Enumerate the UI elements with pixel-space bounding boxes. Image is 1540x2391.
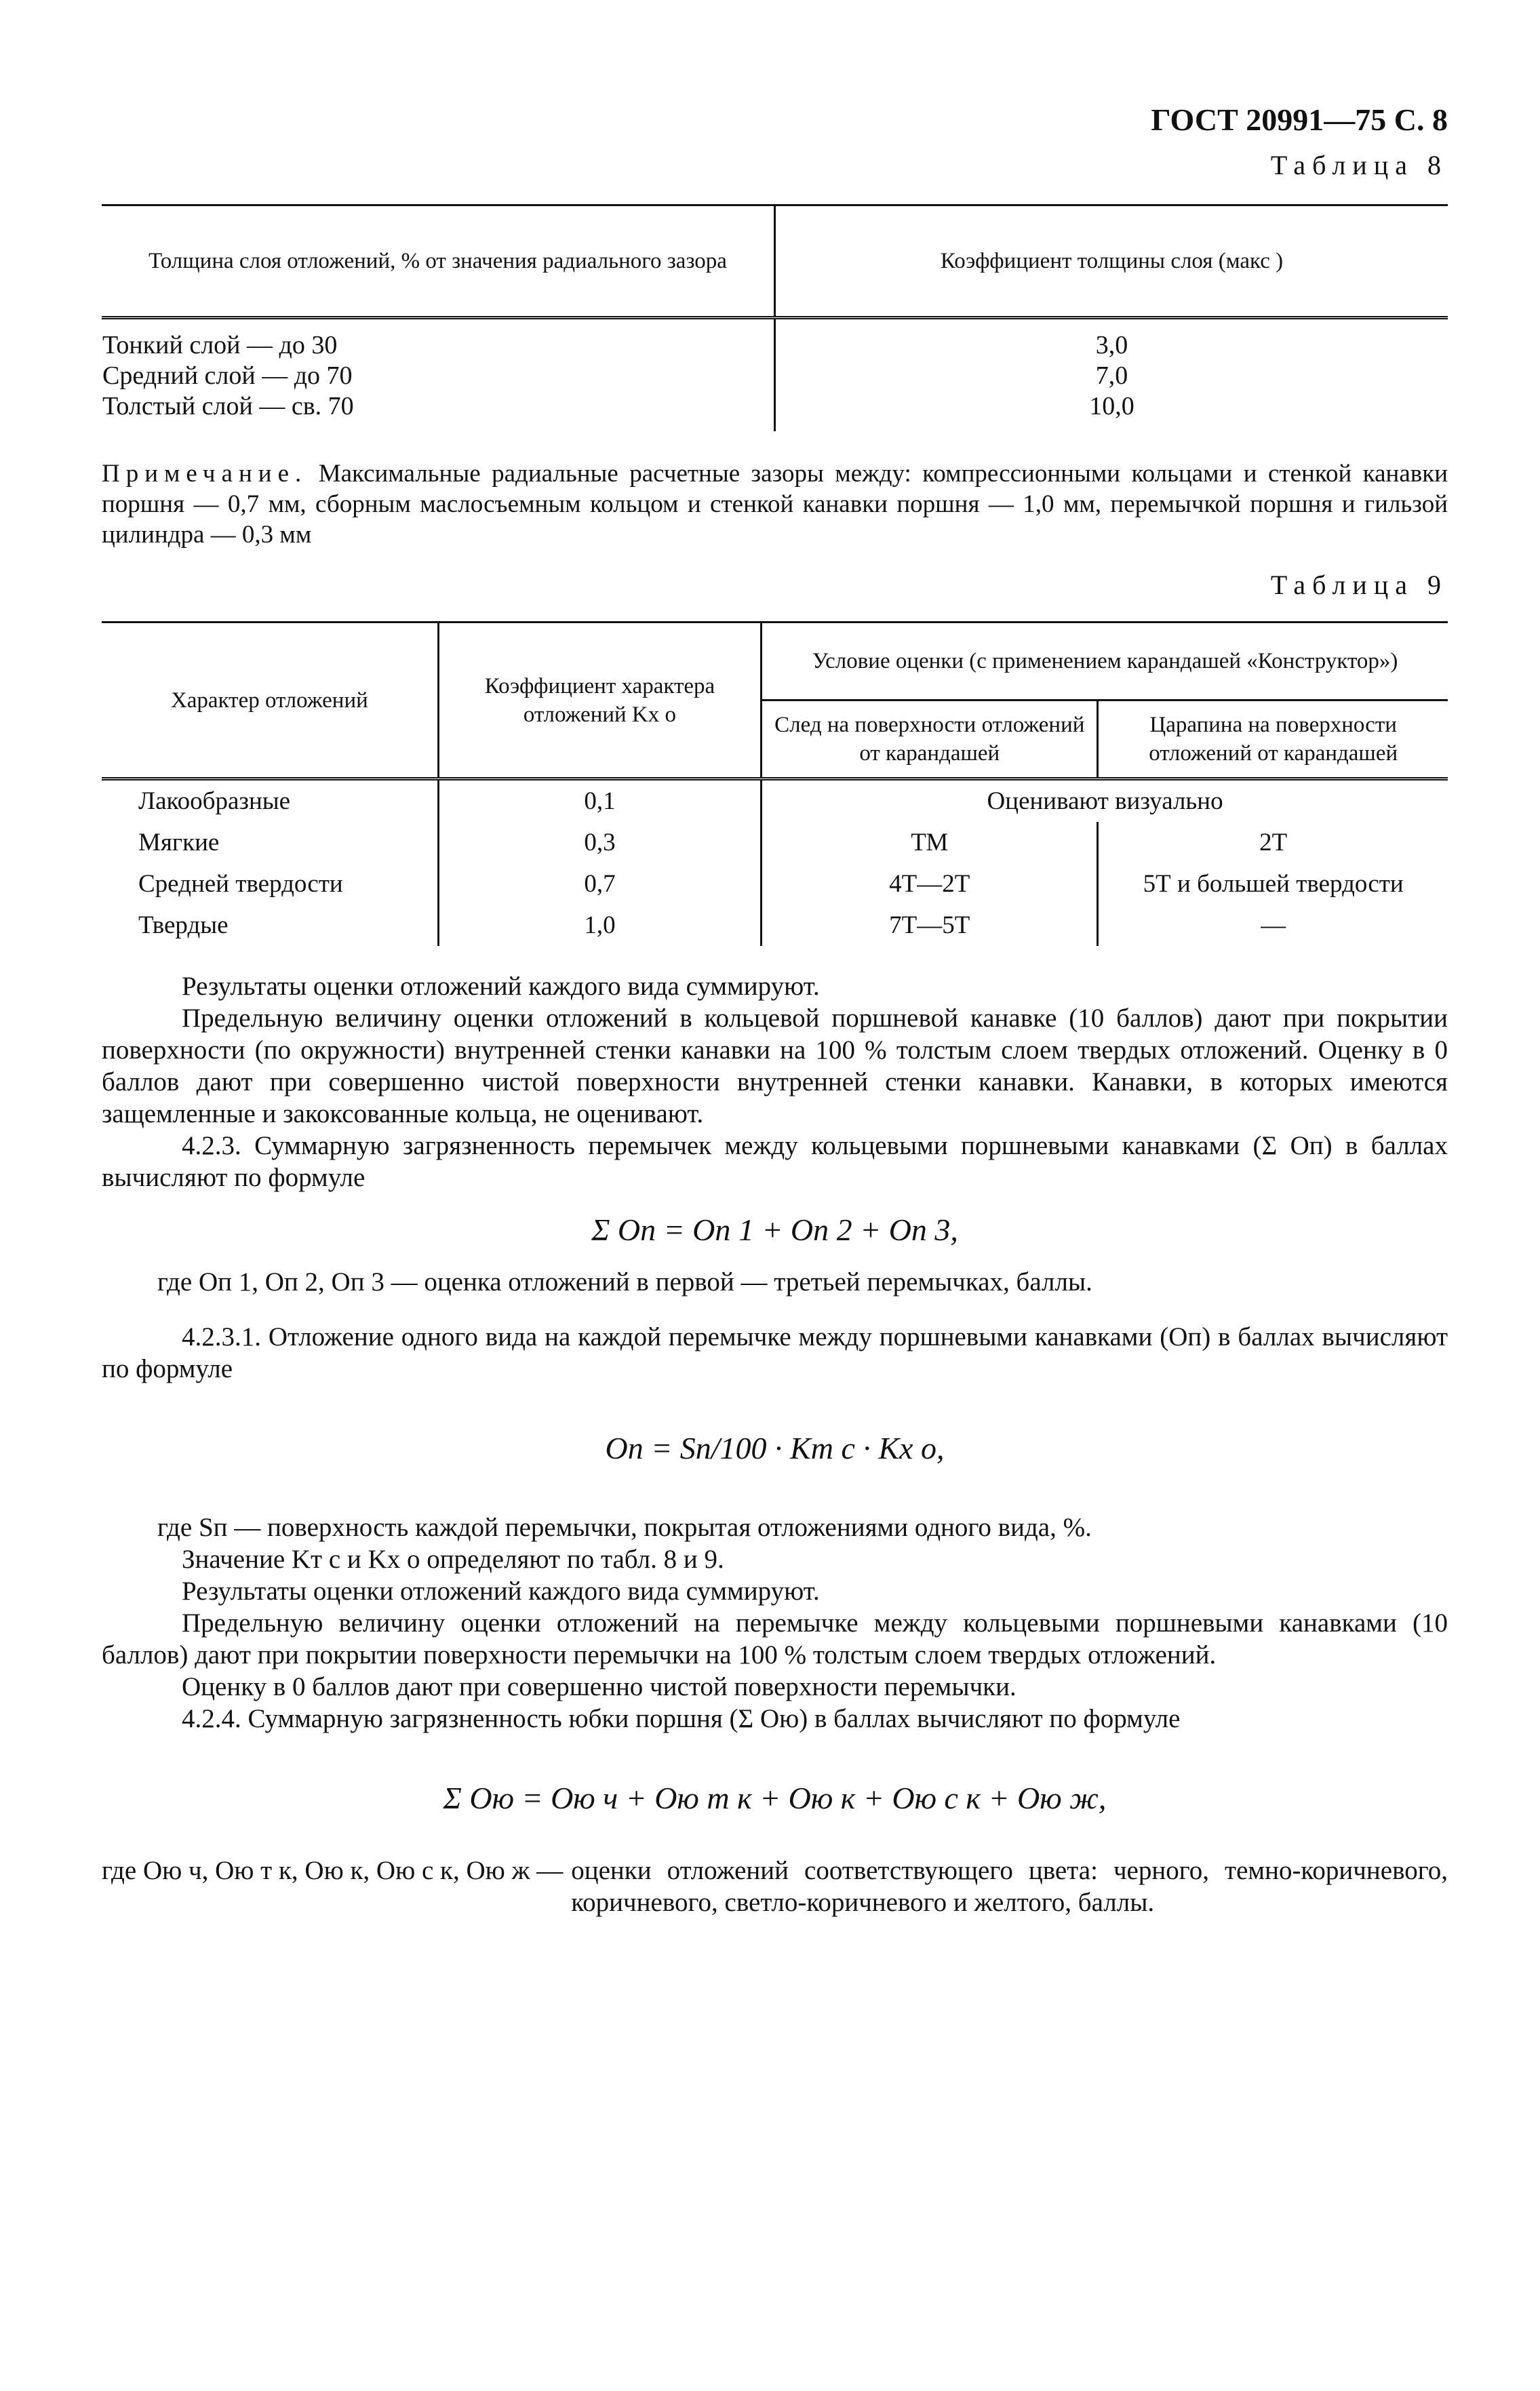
table8-caption: Таблица 8 <box>1270 150 1448 180</box>
formula-single-bridge: Оп = Sп/100 · Kт с · Kх о, <box>605 1431 945 1465</box>
formula-skirt: Σ Ою = Ою ч + Ою т к + Ою к + Ою с к + Ою ж, <box>443 1781 1107 1815</box>
table9-cell-coef: 0,3 <box>438 822 761 863</box>
table8-header-coefficient: Коэффициент толщины слоя (макс ) <box>775 205 1448 318</box>
table-row <box>102 822 1448 863</box>
paragraph: Результаты оценки отложений каждого вида суммируют. <box>182 972 820 1001</box>
legend-symbols: где Ою ч, Ою т к, Ою к, Ою с к, Ою ж — <box>102 1856 564 1885</box>
table9-cell-scratch: 2Т <box>1098 822 1448 863</box>
formula-legend-skirt <box>102 1855 1448 1918</box>
table9-cell-type: Твердые <box>138 911 229 939</box>
table-9 <box>102 621 1448 946</box>
table9-cell-trace: ТМ <box>762 822 1098 863</box>
table-row <box>102 905 1448 946</box>
table9-cell-scratch: — <box>1098 905 1448 946</box>
document-page <box>102 102 1448 1918</box>
table9-cell-type: Лакообразные <box>138 787 291 815</box>
table9-cell-coef: 1,0 <box>438 905 761 946</box>
table8-values <box>775 318 1448 432</box>
body-text <box>102 970 1448 1918</box>
table8-header-thickness: Толщина слоя отложений, % от значения радиального зазора <box>102 205 775 318</box>
paragraph: Оценку в 0 баллов дают при совершенно чистой поверхности перемычки. <box>182 1672 1016 1701</box>
formula-legend: где Оп 1, Оп 2, Оп 3 — оценка отложений в первой — третьей перемычках, баллы. <box>157 1267 1092 1297</box>
note-text: Максимальные радиальные расчетные зазоры между: компрессионными кольцами и стенкой канавки поршня — 0,7 мм, сборным маслосъемным кольцом и стенкой канавки поршня — 1,0 мм, перемычкой поршня и гильзой цилиндра — 0,3 мм <box>102 460 1448 549</box>
table9-header-type: Характер отложений <box>102 623 438 779</box>
table8-row-value: 3,0 <box>1095 331 1128 359</box>
table9-header-condition: Условие оценки (с применением карандашей «Конструктор») <box>762 623 1448 700</box>
paragraph: Предельную величину оценки отложений в кольцевой поршневой канавке (10 баллов) дают при покрытии поверхности (по окружности) внутренней стенки канавки на 100 % толстым слоем твердых отложений. Оценку в 0 баллов дают при совершенно чистой поверхности внутренней стенки канавки. Канавки, в которых имеются защемленные и закоксованные кольца, не оценивают. <box>102 1004 1448 1128</box>
legend-description: оценки отложений соответствующего цвета: черного, темно-коричневого, коричневого, светло-коричневого и желтого, баллы. <box>571 1856 1448 1917</box>
table-row <box>102 863 1448 905</box>
table8-row-value: 7,0 <box>1095 361 1128 390</box>
formula-legend: где Sп — поверхность каждой перемычки, покрытая отложениями одного вида, %. <box>157 1513 1092 1542</box>
table-8 <box>102 204 1448 431</box>
table9-cell-trace: 4Т—2Т <box>762 863 1098 905</box>
table9-caption: Таблица 9 <box>1270 570 1448 600</box>
table9-cell-coef: 0,7 <box>438 863 761 905</box>
table-row <box>102 779 1448 823</box>
table9-cell-trace: 7Т—5Т <box>762 905 1098 946</box>
table9-cell-type: Средней твердости <box>138 870 343 898</box>
table9-cell-type: Мягкие <box>138 829 220 856</box>
table8-labels <box>102 318 775 432</box>
table9-header-scratch: Царапина на поверхности отложений от карандашей <box>1098 700 1448 779</box>
note-prefix: Примечание. <box>102 460 308 488</box>
table8-row-label: Средний слой — до 70 <box>102 361 353 390</box>
table9-cell-trace: Оценивают визуально <box>762 779 1448 823</box>
paragraph: 4.2.3. Суммарную загрязненность перемычек между кольцевыми поршневыми канавками (Σ Оп) в баллах вычисляют по формуле <box>102 1131 1448 1192</box>
document-header: ГОСТ 20991—75 С. 8 <box>1151 102 1448 137</box>
table9-header-trace: След на поверхности отложений от карандашей <box>762 700 1098 779</box>
table9-header-coefficient: Коэффициент характера отложений Kх о <box>438 623 761 779</box>
table8-row-value: 10,0 <box>1089 392 1134 420</box>
table8-row-label: Толстый слой — св. 70 <box>102 392 354 420</box>
paragraph: Результаты оценки отложений каждого вида суммируют. <box>182 1577 820 1606</box>
formula-sum-bridges: Σ Оп = Оп 1 + Оп 2 + Оп 3, <box>591 1212 958 1247</box>
paragraph: 4.2.3.1. Отложение одного вида на каждой перемычке между поршневыми канавками (Оп) в баллах вычисляют по формуле <box>102 1322 1448 1383</box>
paragraph: Значение Kт с и Kх о определяют по табл. 8 и 9. <box>182 1545 724 1574</box>
paragraph: 4.2.4. Суммарную загрязненность юбки поршня (Σ Ою) в баллах вычисляют по формуле <box>182 1704 1181 1733</box>
table9-cell-scratch: 5Т и большей твердости <box>1098 863 1448 905</box>
table9-cell-coef: 0,1 <box>438 779 761 823</box>
table8-row-label: Тонкий слой — до 30 <box>102 331 338 359</box>
table8-note <box>102 458 1448 550</box>
paragraph: Предельную величину оценки отложений на перемычке между кольцевыми поршневыми канавками (10 баллов) дают при покрытии поверхности перемычки на 100 % толстым слоем твердых отложений. <box>102 1608 1448 1669</box>
